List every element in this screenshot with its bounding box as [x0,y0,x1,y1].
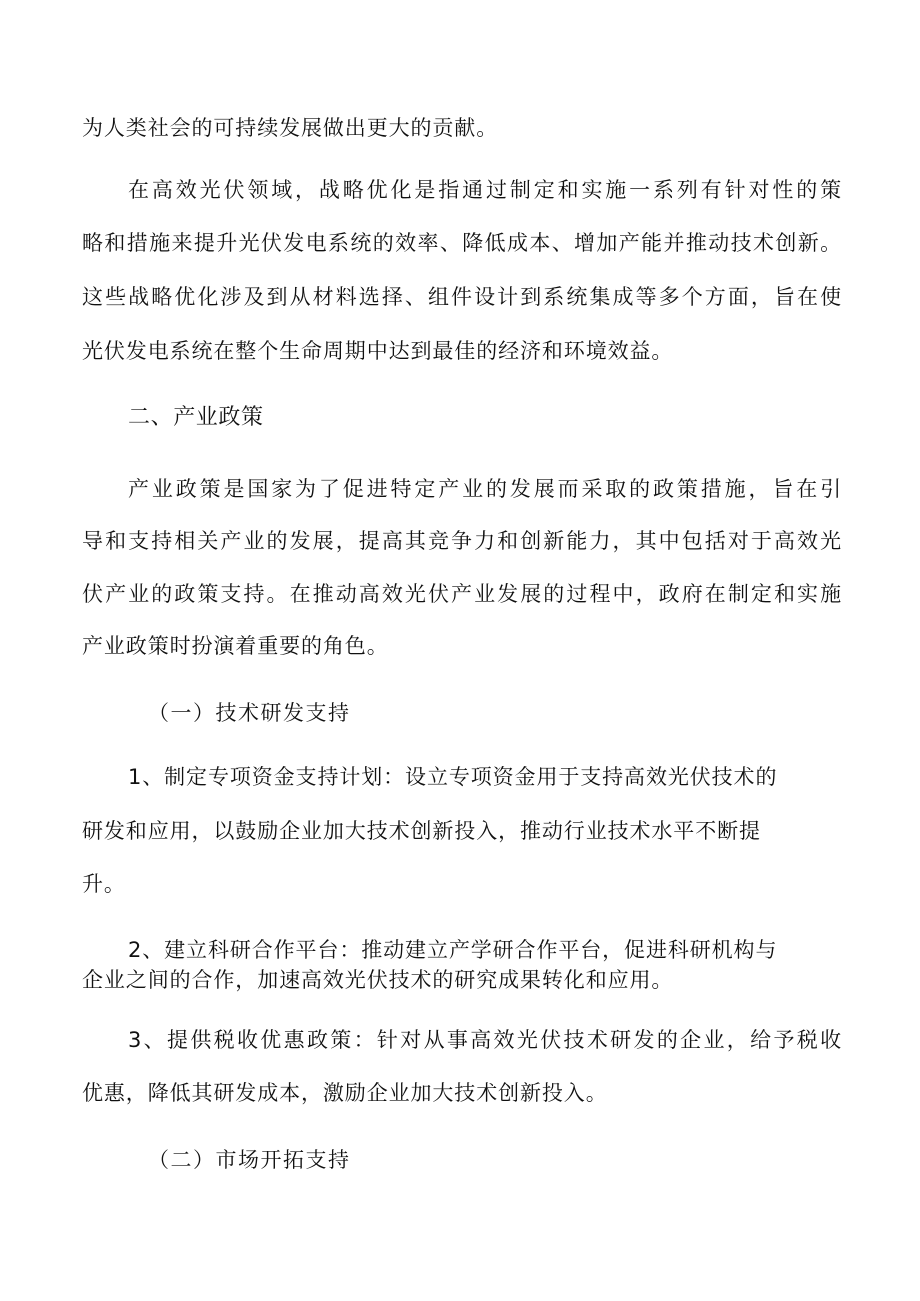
list-item-line: 3、提供税收优惠政策：针对从事高效光伏技术研发的企业，给予税收 [128,1028,842,1052]
paragraph-line: 这些战略优化涉及到从材料选择、组件设计到系统集成等多个方面，旨在使 [82,285,842,309]
list-item-line: 2、建立科研合作平台：推动建立产学研合作平台，促进科研机构与 [128,938,778,962]
paragraph-line: 产业政策时扮演着重要的角色。 [82,634,389,658]
list-item-line: 1、制定专项资金支持计划：设立专项资金用于支持高效光伏技术的 [128,765,778,789]
subsection-heading: （一）技术研发支持 [148,701,351,725]
section-heading: 二、产业政策 [128,405,264,430]
paragraph-line: 导和支持相关产业的发展，提高其竞争力和创新能力，其中包括对于高效光 [82,529,842,553]
subsection-heading: （二）市场开拓支持 [148,1148,351,1172]
list-item-line: 优惠，降低其研发成本，激励企业加大技术创新投入。 [82,1081,608,1105]
paragraph-line: 产业政策是国家为了促进特定产业的发展而采取的政策措施，旨在引 [128,477,842,501]
list-item-line: 升。 [82,872,126,896]
list-item-line: 研发和应用，以鼓励企业加大技术创新投入，推动行业技术水平不断提 [82,819,761,843]
list-item-line: 企业之间的合作，加速高效光伏技术的研究成果转化和应用。 [82,968,674,992]
paragraph-line: 伏产业的政策支持。在推动高效光伏产业发展的过程中，政府在制定和实施 [82,582,842,606]
paragraph-line: 光伏发电系统在整个生命周期中达到最佳的经济和环境效益。 [82,339,674,363]
paragraph-line: 在高效光伏领域，战略优化是指通过制定和实施一系列有针对性的策 [128,178,842,202]
paragraph-line: 略和措施来提升光伏发电系统的效率、降低成本、增加产能并推动技术创新。 [82,231,842,255]
paragraph-line: 为人类社会的可持续发展做出更大的贡献。 [82,116,499,140]
